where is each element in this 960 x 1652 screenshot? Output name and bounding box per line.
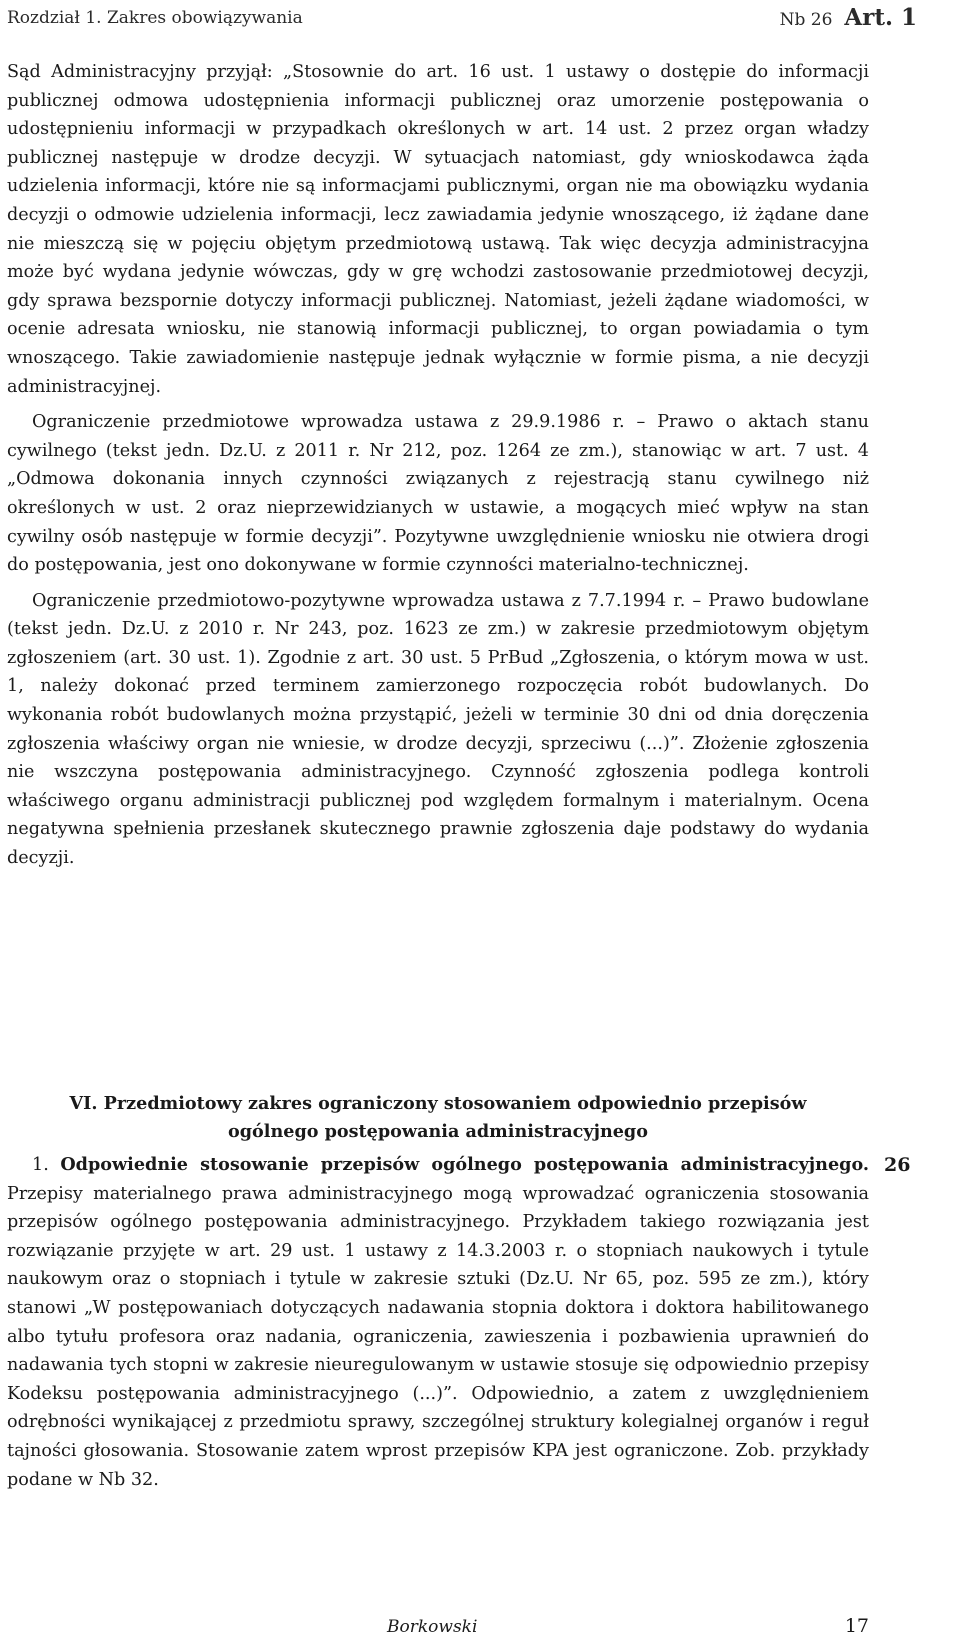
main-text [7,58,869,873]
paragraph-building-law: Ograniczenie przedmiotowo-pozytywne wprowadza ustawa z 7.7.1994 r. – Prawo budowlane (tekst jedn. Dz.U. z 2010 r. Nr 243, poz. 1623 ze zm.) w zakresie przedmiotowym objętym zgłoszeniem (art. 30 ust. 1). Zgodnie z art. 30 ust. 5 PrBud „Zgłoszenia, o którym mowa w ust. 1, należy dokonać przed terminem zamierzonego rozpoczęcia robót budowlanych. Do wykonania robót budowlanych można przystąpić, jeżeli w terminie 30 dni od dnia doręczenia zgłoszenia właściwy organ nie wniesie, w drodze decyzji, sprzeciwu (...)”. Złożenie zgłoszenia nie wszczyna postępowania administracyjnego. Czynność zgłoszenia podlega kontroli właściwego organu administracji publicznej pod względem formalnym i materialnym. Ocena negatywna spełnienia przesłanek skutecznego prawnie zgłoszenia daje podstawy do wydania decyzji. [7,590,869,869]
header-reference [780,4,917,31]
page-number: 17 [844,1615,869,1637]
item-text: Przepisy materialnego prawa administracyjnego mogą wprowadzać ograniczenia stosowania przepisów ogólnego postępowania administracyjnego. Przykładem takiego rozwiązania jest rozwiązanie przyjęte w art. 29 ust. 1 ustawy z 14.3.2003 r. o stopniach naukowych i tytule naukowym oraz o stopniach i tytule w zakresie sztuki (Dz.U. Nr 65, poz. 595 ze zm.), który stanowi „W postępowaniach dotyczących nadawania stopnia doktora i doktora habilitowanego albo tytułu profesora oraz nadania, ograniczenia, zawieszenia i pozbawienia uprawnień do nadawania tych stopni w zakresie nieuregulowanym w ustawie stosuje się odpowiednio przepisy Kodeksu postępowania administracyjnego (...)”. Odpowiednio, a zatem z uwzględnieniem odrębności wynikającej z przedmiotu sprawy, szczególnej struktury kolegialnej organów i reguł tajności głosowania. Stosowanie zatem wprost przepisów KPA jest ograniczone. Zob. przykłady podane w Nb 32. [7,1183,869,1490]
author-name: Borkowski [387,1617,478,1637]
running-header [7,4,917,36]
page-footer [7,1615,869,1645]
article-ref: Art. 1 [844,4,917,31]
section-heading-line-1: VI. Przedmiotowy zakres ograniczony stosowaniem odpowiednio przepisów [69,1093,807,1114]
margin-number: 26 [884,1154,911,1176]
section-heading-line-2: ogólnego postępowania administracyjnego [228,1121,648,1142]
item-number: 1. [32,1155,49,1175]
chapter-title: Rozdział 1. Zakres obowiązywania [7,8,303,28]
section-paragraph [7,1151,869,1494]
paragraph-civil-status: Ograniczenie przedmiotowe wprowadza ustawa z 29.9.1986 r. – Prawo o aktach stanu cywilnego (tekst jedn. Dz.U. z 2011 r. Nr 212, poz. 1264 ze zm.), stanowiąc w art. 7 ust. 4 „Odmowa dokonania innych czynności związanych z rejestracją stanu cywilnego niż określonych w ust. 2 oraz nieprzewidzianych w ustawie, a mogących mieć wpływ na stan cywilny osób następuje w formie decyzji”. Pozytywne uwzględnienie wniosku nie otwiera drogi do postępowania, jest ono dokonywane w formie czynności materialno-technicznej. [7,412,869,576]
section-heading [7,1090,869,1146]
section-text [7,1151,869,1494]
marginal-number-ref: Nb 26 [779,10,833,30]
paragraph-court-quote: Sąd Administracyjny przyjął: „Stosownie do art. 16 ust. 1 ustawy o dostępie do informacji publicznej odmowa udostępnienia informacji publicznej oraz umorzenie postępowania o udostępnieniu informacji w przypadkach określonych w art. 14 ust. 2 przez organ władzy publicznej następuje w drodze decyzji. W sytuacjach natomiast, gdy wnioskodawca żąda udzielenia informacji, które nie są informacjami publicznymi, organ nie ma obowiązku wydania decyzji o odmowie udzielenia informacji, lecz zawiadamia jedynie wnoszącego, iż żądane dane nie mieszczą się w pojęciu objętym przedmiotową ustawą. Tak więc decyzja administracyjna może być wydana jedynie wówczas, gdy w grę wchodzi zastosowanie przedmiotowej decyzji, gdy sprawa bezspornie dotyczy informacji publicznej. Natomiast, jeżeli żądane wiadomości, w ocenie adresata wniosku, nie stanowią informacji publicznej, to organ powiadamia o tym wnoszącego. Takie zawiadomienie następuje jednak wyłącznie w formie pisma, a nie decyzji administracyjnej. [7,62,869,397]
item-heading: Odpowiednie stosowanie przepisów ogólnego postępowania administracyjnego. [60,1154,870,1175]
